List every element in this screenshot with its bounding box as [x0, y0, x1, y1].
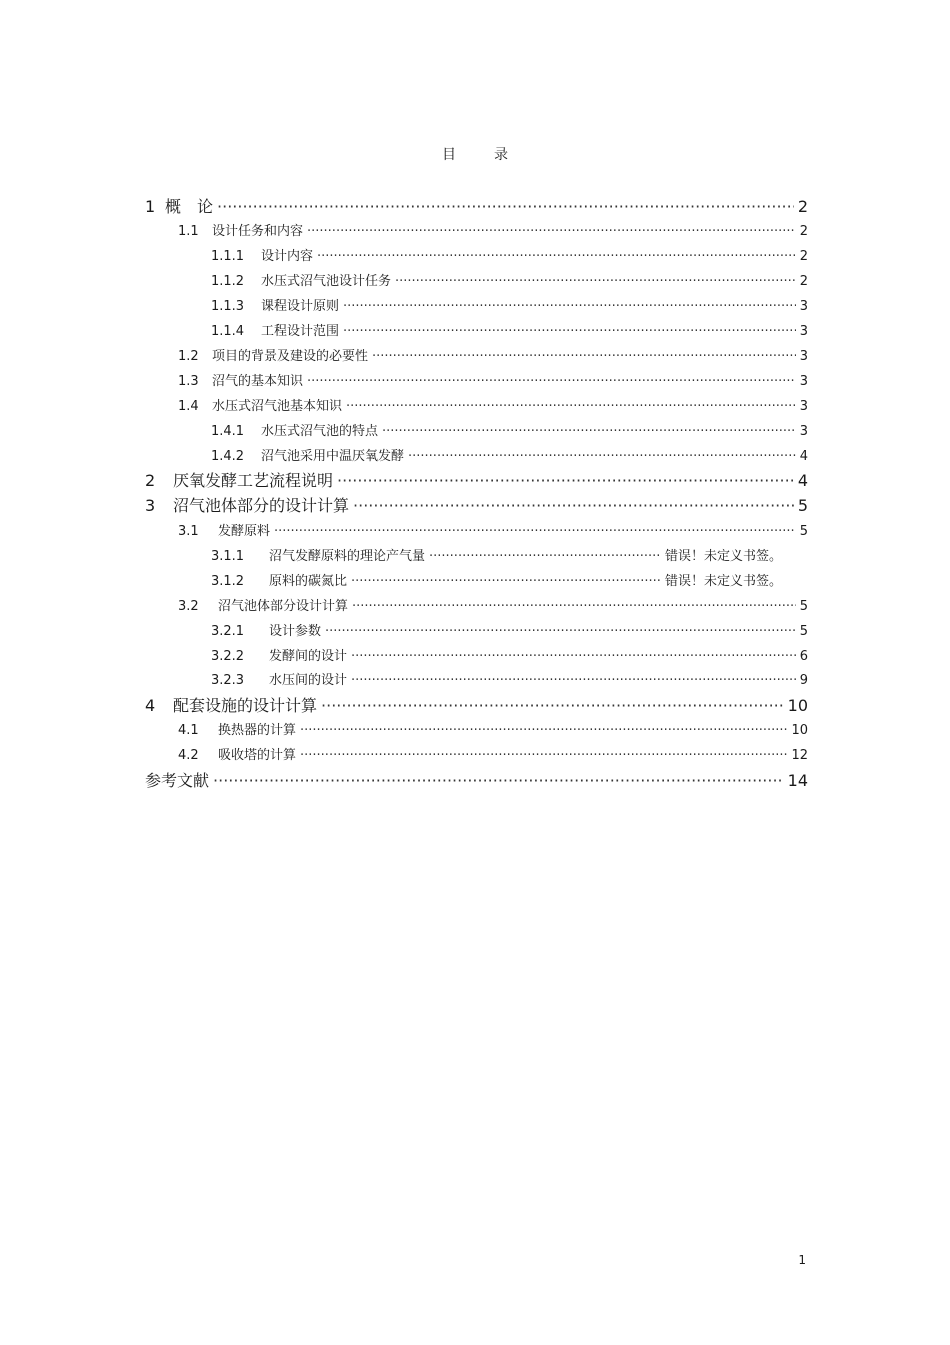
toc-entry-title: 概 论 — [165, 197, 214, 216]
toc-entry-page: 3 — [799, 299, 808, 314]
toc-entry-page: 10 — [787, 696, 808, 715]
toc-entry-page: 14 — [787, 771, 808, 790]
toc-entry[interactable] — [211, 570, 782, 589]
toc-entry-number: 3.1.2 — [211, 574, 245, 589]
toc-entry[interactable] — [211, 645, 808, 664]
toc-entry-page: 12 — [791, 748, 808, 763]
toc-entry-title: 水压式沼气池设计任务 — [261, 274, 392, 289]
toc-entry[interactable] — [178, 370, 808, 389]
dot-leader — [352, 599, 796, 614]
toc-entry-number: 1.1.3 — [211, 299, 245, 314]
dot-leader — [213, 771, 784, 790]
toc-entry-title: 设计参数 — [269, 624, 322, 639]
toc-entry-page: 2 — [799, 274, 808, 289]
toc-entry[interactable] — [178, 220, 808, 239]
toc-entry-number: 4.2 — [178, 748, 199, 763]
toc-entry-title: 参考文献 — [145, 771, 210, 790]
toc-entry-number: 1.3 — [178, 374, 199, 389]
toc-entry-title: 设计任务和内容 — [212, 224, 304, 239]
dot-leader — [325, 624, 796, 639]
toc-entry-number: 3.1 — [178, 524, 199, 539]
toc-entry-number: 1.4 — [178, 399, 199, 414]
toc-entry[interactable] — [211, 545, 782, 564]
toc-entry-page: 10 — [791, 723, 808, 738]
toc-entry[interactable] — [145, 493, 808, 516]
toc-entry[interactable] — [211, 320, 808, 339]
toc-entry-page: 5 — [799, 599, 808, 614]
dot-leader — [351, 673, 796, 688]
toc-entry-number: 2 — [145, 471, 156, 490]
dot-leader — [382, 424, 796, 439]
toc-entry-title: 沼气池采用中温厌氧发酵 — [261, 449, 405, 464]
toc-entry-page: 4 — [799, 449, 808, 464]
toc-entry-page: 3 — [799, 374, 808, 389]
toc-entry[interactable] — [178, 595, 808, 614]
toc-entry-page: 2 — [799, 224, 808, 239]
toc-entry-page: 4 — [797, 471, 808, 490]
toc-entry[interactable] — [211, 270, 808, 289]
toc-entry-page: 错误！未定义书签。 — [664, 549, 782, 564]
dot-leader — [307, 374, 796, 389]
dot-leader — [307, 224, 796, 239]
toc-entry[interactable] — [178, 719, 808, 738]
dot-leader — [300, 748, 787, 763]
toc-entry-page: 3 — [799, 424, 808, 439]
toc-entry-title: 水压式沼气池的特点 — [261, 424, 379, 439]
toc-entry-title: 项目的背景及建设的必要性 — [212, 349, 369, 364]
toc-entry-page: 5 — [797, 496, 808, 515]
toc-title: 目录 — [442, 147, 546, 163]
toc-entry-title: 原料的碳氮比 — [269, 574, 348, 589]
dot-leader — [353, 496, 794, 515]
toc-entry-number: 3.2 — [178, 599, 199, 614]
toc-entry-title: 课程设计原则 — [261, 299, 340, 314]
toc-entry-number: 3 — [145, 496, 156, 515]
toc-entry-number: 1.2 — [178, 349, 199, 364]
dot-leader — [372, 349, 796, 364]
toc-entry[interactable] — [211, 245, 808, 264]
toc-entry[interactable] — [178, 345, 808, 364]
dot-leader — [351, 574, 661, 589]
dot-leader — [408, 449, 796, 464]
toc-entry-page: 3 — [799, 324, 808, 339]
dot-leader — [346, 399, 796, 414]
toc-entry-number: 1.4.1 — [211, 424, 245, 439]
toc-entry-number: 4.1 — [178, 723, 199, 738]
toc-entry-title: 换热器的计算 — [218, 723, 297, 738]
toc-entry-title: 发酵原料 — [218, 524, 271, 539]
toc-entry-title: 沼气池体部分的设计计算 — [173, 496, 350, 515]
toc-entry-number: 1 — [145, 197, 156, 216]
dot-leader — [300, 723, 787, 738]
toc-entry-number: 4 — [145, 696, 156, 715]
toc-entry-title: 沼气的基本知识 — [212, 374, 304, 389]
dot-leader — [321, 696, 784, 715]
toc-entry-title: 水压式沼气池基本知识 — [212, 399, 343, 414]
toc-entry[interactable] — [178, 395, 808, 414]
toc-entry-number: 3.2.3 — [211, 673, 245, 688]
toc-entry-page: 错误！未定义书签。 — [664, 574, 782, 589]
dot-leader — [343, 299, 796, 314]
toc-entry[interactable] — [211, 620, 808, 639]
toc-entry[interactable] — [211, 445, 808, 464]
toc-entry-title: 沼气发酵原料的理论产气量 — [269, 549, 426, 564]
toc-entry[interactable] — [211, 669, 808, 688]
toc-entry-title: 沼气池体部分设计计算 — [218, 599, 349, 614]
dot-leader — [395, 274, 796, 289]
toc-entry-number: 1.4.2 — [211, 449, 245, 464]
toc-entry-title: 配套设施的设计计算 — [173, 696, 318, 715]
dot-leader — [337, 471, 794, 490]
toc-entry[interactable] — [145, 693, 808, 716]
toc-entry-number: 1.1.1 — [211, 249, 245, 264]
toc-entry[interactable] — [145, 194, 808, 217]
dot-leader — [429, 549, 661, 564]
dot-leader — [217, 197, 794, 216]
toc-entry-title: 吸收塔的计算 — [218, 748, 297, 763]
dot-leader — [343, 324, 796, 339]
toc-entry-page: 9 — [799, 673, 808, 688]
dot-leader — [274, 524, 796, 539]
toc-entry-title: 工程设计范围 — [261, 324, 340, 339]
toc-entry-number: 1.1.4 — [211, 324, 245, 339]
toc-entry[interactable] — [211, 420, 808, 439]
toc-entry-title: 设计内容 — [261, 249, 314, 264]
toc-entry[interactable] — [145, 468, 808, 491]
page-number: 1 — [798, 1253, 806, 1267]
toc-entry-page: 5 — [799, 524, 808, 539]
toc-entry-title: 厌氧发酵工艺流程说明 — [173, 471, 334, 490]
toc-entry-title: 发酵间的设计 — [269, 649, 348, 664]
toc-entry[interactable] — [178, 744, 808, 763]
toc-entry-number: 3.2.2 — [211, 649, 245, 664]
toc-entry[interactable] — [145, 768, 808, 791]
toc-entry[interactable] — [211, 295, 808, 314]
toc-entry-number: 1.1.2 — [211, 274, 245, 289]
toc-entry-title: 水压间的设计 — [269, 673, 348, 688]
toc-entry-page: 3 — [799, 349, 808, 364]
toc-entry-number: 3.1.1 — [211, 549, 245, 564]
toc-entry-number: 1.1 — [178, 224, 199, 239]
dot-leader — [317, 249, 796, 264]
toc-entry-number: 3.2.1 — [211, 624, 245, 639]
toc-entry-page: 5 — [799, 624, 808, 639]
toc-entry-page: 6 — [799, 649, 808, 664]
toc-entry-page: 2 — [799, 249, 808, 264]
dot-leader — [351, 649, 796, 664]
toc-entry[interactable] — [178, 520, 808, 539]
toc-entry-page: 2 — [797, 197, 808, 216]
toc-entry-page: 3 — [799, 399, 808, 414]
